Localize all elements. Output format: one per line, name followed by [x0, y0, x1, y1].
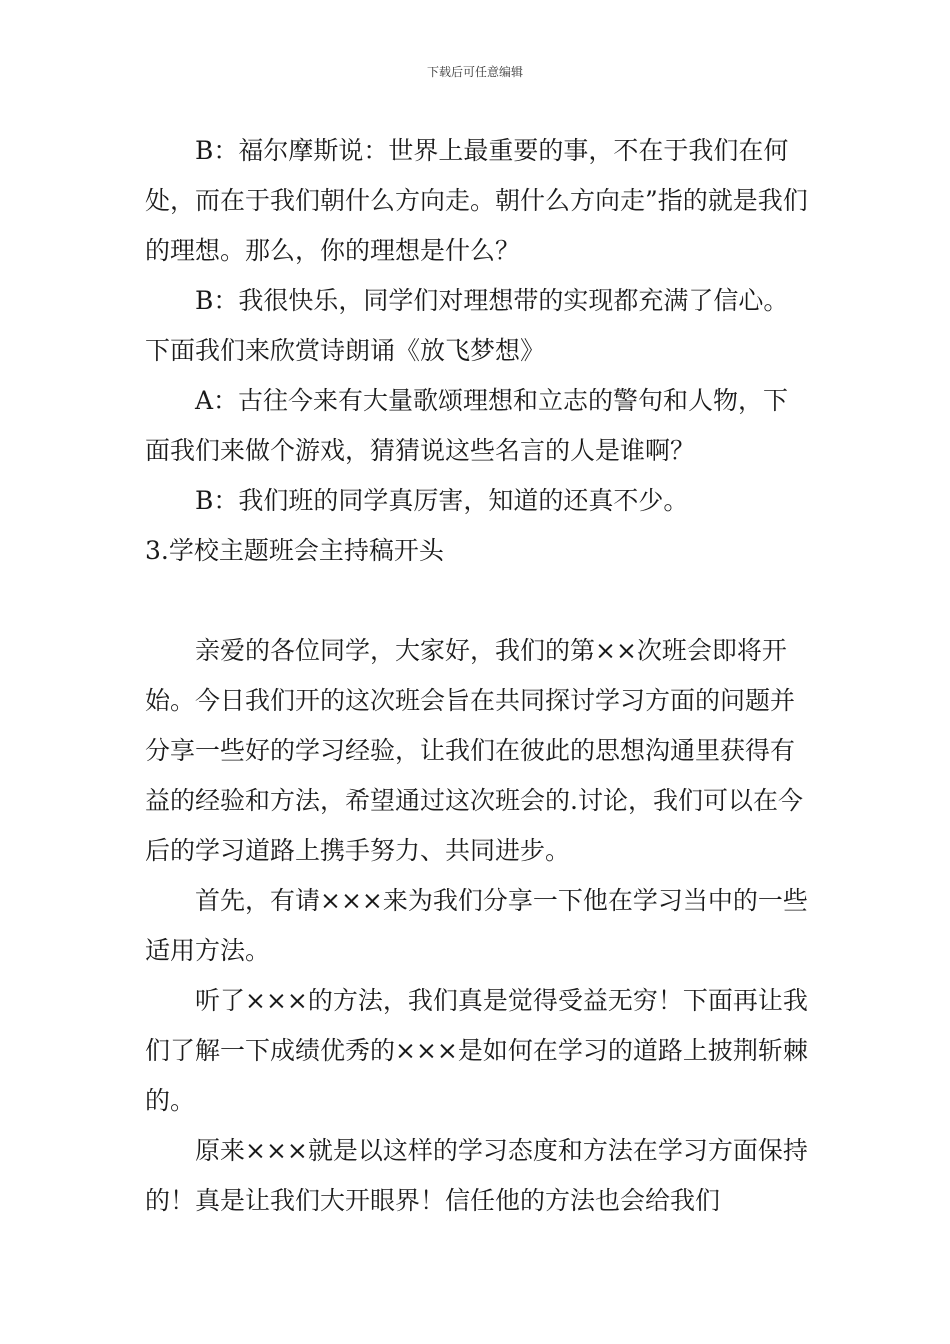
document-body	[145, 126, 809, 1226]
page-header: 下载后可任意编辑	[426, 65, 523, 79]
paragraph-poem-intro: 下面我们来欣赏诗朗诵《放飞梦想》	[145, 336, 546, 365]
blank-line	[145, 576, 809, 626]
section-heading: 3.学校主题班会主持稿开头	[145, 536, 444, 565]
paragraph-praise: B：我们班的同学真厉害，知道的还真不少。	[195, 486, 689, 515]
paragraph-second-speaker: 听了×××的方法，我们真是觉得受益无穷！下面再让我们了解一下成绩优秀的×××是如何在学习的道路上披荆斩棘的。	[145, 986, 808, 1115]
paragraph-sherlock-quote: B：福尔摩斯说：世界上最重要的事，不在于我们在何处，而在于我们朝什么方向走。朝什么方向走”指的就是我们的理想。那么，你的理想是什么？	[145, 136, 808, 265]
paragraph-closing: 原来×××就是以这样的学习态度和方法在学习方面保持的！真是让我们大开眼界！信任他的方法也会给我们	[145, 1136, 808, 1215]
paragraph-game-intro: A：古往今来有大量歌颂理想和立志的警句和人物，下面我们来做个游戏，猜猜说这些名言的人是谁啊？	[145, 386, 789, 465]
paragraph-opening: 亲爱的各位同学，大家好，我们的第××次班会即将开始。今日我们开的这次班会旨在共同探讨学习方面的问题并分享一些好的学习经验，让我们在彼此的思想沟通里获得有益的经验和方法，希望通过这次班会的.讨论，我们可以在今后的学习道路上携手努力、共同进步。	[145, 636, 803, 865]
paragraph-first-speaker: 首先，有请×××来为我们分享一下他在学习当中的一些适用方法。	[145, 886, 808, 965]
paragraph-confidence: B：我很快乐，同学们对理想带的实现都充满了信心。	[195, 286, 789, 315]
